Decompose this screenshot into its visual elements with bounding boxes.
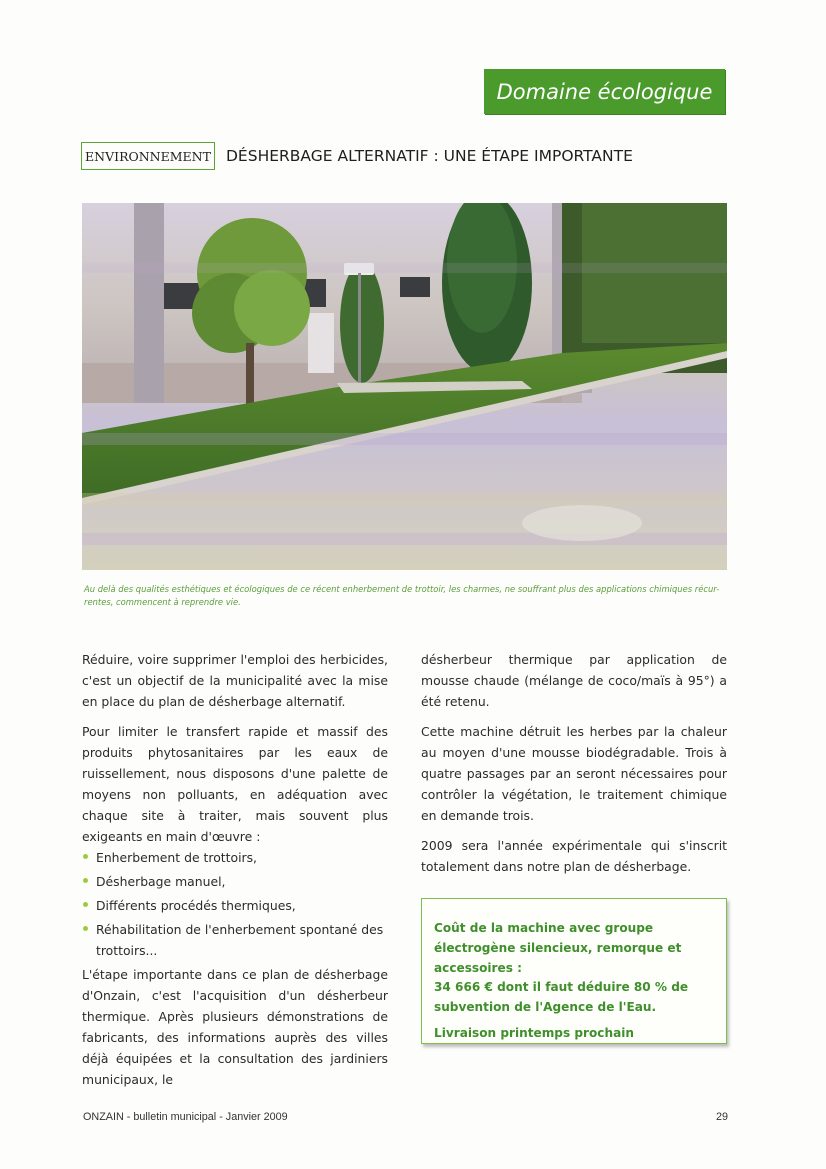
photo-caption-line-2: rentes, commencent à reprendre vie. bbox=[84, 596, 241, 607]
cost-box-line-3: Livraison printemps prochain bbox=[434, 1025, 634, 1040]
bullet-icon bbox=[83, 902, 88, 907]
footer-publication: ONZAIN - bulletin municipal - Janvier 2009 bbox=[83, 1111, 288, 1123]
list-item: Réhabilitation de l'enherbement spontané des trottoirs... bbox=[82, 919, 388, 961]
list-item: Désherbage manuel, bbox=[82, 871, 388, 892]
cost-box-line-1: Coût de la machine avec groupe électrogène silencieux, remorque et accessoires : bbox=[434, 921, 682, 975]
article-photo bbox=[82, 203, 727, 570]
paragraph: Cette machine détruit les herbes par la chaleur au moyen d'une mousse biodégradable. Trois à quatre passages par an seront nécessaires pour contrôler la végétation, le traitement chimique en demande trois. bbox=[421, 724, 727, 823]
paragraph: Pour limiter le transfert rapide et massif des produits phytosanitaires par les eaux de ruissellement, nous disposons d'une palette de moyens non polluants, en adéquation avec chaque site à traiter, mais souvent plus exigeants en main d'œuvre : bbox=[82, 724, 388, 844]
bullet-list bbox=[82, 847, 388, 961]
list-item: Différents procédés thermiques, bbox=[82, 895, 388, 916]
paragraph: désherbeur thermique par application de mousse chaude (mélange de coco/maïs à 95°) a été retenu. bbox=[421, 652, 727, 709]
article-column-right bbox=[421, 649, 727, 877]
photo-caption-line-1: Au delà des qualités esthétiques et écologiques de ce récent enherbement de trottoir, les charmes, ne souffrant plus des applications chimiques récur- bbox=[84, 584, 720, 594]
article-title: DÉSHERBAGE ALTERNATIF : UNE ÉTAPE IMPORTANTE bbox=[226, 147, 633, 165]
paragraph: Réduire, voire supprimer l'emploi des herbicides, c'est un objectif de la municipalité avec la mise en place du plan de désherbage alternatif. bbox=[82, 652, 388, 709]
category-tag-label: ENVIRONNEMENT bbox=[85, 148, 211, 164]
paragraph: 2009 sera l'année expérimentale qui s'inscrit totalement dans notre plan de désherbage. bbox=[421, 838, 727, 874]
bullet-icon bbox=[83, 854, 88, 859]
page-number: 29 bbox=[715, 1111, 728, 1123]
photo-caption bbox=[84, 583, 728, 608]
article-column-left bbox=[82, 649, 388, 1090]
cost-box-line-2: 34 666 € dont il faut déduire 80 % de subvention de l'Agence de l'Eau. bbox=[434, 980, 689, 1015]
paragraph: L'étape importante dans ce plan de désherbage d'Onzain, c'est l'acquisition d'un désherbeur thermique. Après plusieurs démonstrations de fabricants, des informations auprès des villes déjà équipées et la consultation des jardiniers municipaux, le bbox=[82, 967, 388, 1087]
bullet-icon bbox=[83, 878, 88, 883]
section-banner bbox=[484, 69, 725, 114]
cost-info-box bbox=[421, 898, 727, 1044]
bullet-icon bbox=[83, 926, 88, 931]
sidewalk-photo-illustration bbox=[82, 203, 727, 570]
list-item: Enherbement de trottoirs, bbox=[82, 847, 388, 868]
section-banner-label: Domaine écologique bbox=[496, 79, 713, 104]
category-tag bbox=[81, 142, 215, 170]
